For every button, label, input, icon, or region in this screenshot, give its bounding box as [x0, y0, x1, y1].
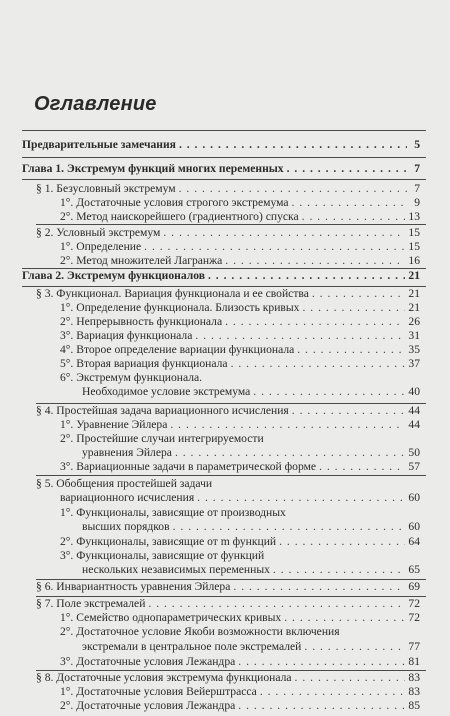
toc-entry-page: 83	[408, 685, 420, 698]
dot-leader	[173, 520, 406, 534]
toc-entry-section-4	[36, 404, 420, 418]
toc-entry-text: § 3. Функционал. Вариация функционала и ее свойства	[36, 287, 309, 300]
dot-leader	[295, 671, 406, 685]
dot-leader	[273, 563, 405, 577]
divider	[22, 179, 426, 180]
toc-entry-text: 1°. Достаточные условия Вейерштрасса	[60, 685, 257, 698]
dot-leader	[175, 446, 405, 460]
dot-leader	[287, 162, 407, 176]
dot-leader	[179, 138, 407, 152]
toc-entry-page: 7	[414, 162, 420, 175]
toc-entry-text: 2°. Простейшие случаи интегрируемости	[60, 432, 264, 445]
toc-entry-page: 50	[408, 446, 420, 459]
toc-entry-prelim	[22, 138, 420, 152]
toc-entry-section-6	[36, 580, 420, 594]
toc-entry-page: 83	[408, 671, 420, 684]
toc-entry-section-2	[36, 226, 420, 240]
toc-entry-subsection	[60, 196, 420, 210]
toc-entry-page: 77	[408, 640, 420, 653]
toc-entry-text: 2°. Метод наискорейшего (градиентного) спуска	[60, 210, 299, 223]
toc-entry-page: 35	[408, 343, 420, 356]
toc-entry-page: 5	[414, 138, 420, 151]
toc-entry-text: 1°. Семейство однопараметрических кривых	[60, 611, 282, 624]
toc-entry-text: 3°. Вариация функционала	[60, 329, 193, 342]
toc-entry-page: 7	[414, 182, 420, 195]
toc-entry-text: § 2. Условный экстремум	[36, 226, 161, 239]
page-title: Оглавление	[34, 93, 157, 115]
dot-leader	[144, 240, 405, 254]
toc-entry-page: 81	[408, 655, 420, 668]
dot-leader	[148, 597, 405, 611]
toc-entry-text: 6°. Экстремум функционала.	[60, 371, 203, 384]
toc-entry-section-5	[60, 491, 420, 505]
toc-entry-page: 72	[408, 611, 420, 624]
toc-entry-subsection	[60, 210, 420, 224]
toc-entry-text: уравнения Эйлера	[82, 446, 172, 459]
toc-entry-page: 26	[408, 315, 420, 328]
toc-entry-page: 9	[414, 196, 420, 209]
toc-entry-text: 3°. Достаточные условия Лежандра	[60, 655, 236, 668]
toc-entry-text: § 5. Обобщения простейшей задачи	[36, 477, 213, 490]
dot-leader	[297, 343, 405, 357]
toc-entry-page: 15	[408, 226, 420, 239]
toc-entry-subsection	[60, 460, 420, 474]
toc-entry-text: нескольких независимых переменных	[82, 563, 270, 576]
toc-entry-text: 2°. Достаточные условия Лежандра	[60, 699, 236, 712]
toc-entry-text: 2°. Функционалы, зависящие от m функций	[60, 535, 277, 548]
toc-entry-text: 2°. Непрерывность функционала	[60, 315, 223, 328]
toc-entry-text: Глава 1. Экстремум функций многих переменных	[22, 162, 284, 175]
toc-entry-subsection	[60, 685, 420, 699]
toc-entry-chapter-1	[22, 162, 420, 176]
toc-entry-subsection	[60, 418, 420, 432]
toc-entry-subsection	[82, 385, 420, 399]
toc-entry-section-3	[36, 287, 420, 301]
toc-entry-text: Предварительные замечания	[22, 138, 176, 151]
dot-leader	[284, 611, 405, 625]
toc-entry-subsection	[60, 254, 420, 268]
toc-entry-text: 1°. Уравнение Эйлера	[60, 418, 168, 431]
dot-leader	[170, 418, 405, 432]
toc-entry-page: 44	[408, 404, 420, 417]
toc-entry-section-1	[36, 182, 420, 196]
toc-entry-text: § 1. Безусловный экстремум	[36, 182, 176, 195]
toc-entry-page: 21	[408, 301, 420, 314]
toc-entry-subsection	[60, 315, 420, 329]
dot-leader	[238, 699, 405, 713]
toc-entry-text: экстремали в центральное поле экстремалей	[82, 640, 302, 653]
toc-entry-text: 4°. Второе определение вариации функционала	[60, 343, 295, 356]
toc-entry-subsection	[82, 563, 420, 577]
dot-leader	[292, 196, 407, 210]
toc-entry-text: высших порядков	[82, 520, 170, 533]
dot-leader	[238, 655, 405, 669]
toc-entry-page: 40	[408, 385, 420, 398]
toc-entry-text: § 4. Простейшая задача вариационного исчисления	[36, 404, 289, 417]
toc-entry-page: 60	[408, 520, 420, 533]
toc-entry-text: 3°. Вариационные задачи в параметрической форме	[60, 460, 317, 473]
toc-entry-subsection	[60, 611, 420, 625]
dot-leader	[260, 685, 406, 699]
dot-leader	[302, 301, 405, 315]
divider	[22, 157, 426, 158]
toc-entry-text: § 8. Достаточные условия экстремума функционала	[36, 671, 292, 684]
dot-leader	[225, 315, 405, 329]
dot-leader	[197, 491, 405, 505]
toc-entry-text: 1°. Определение функционала. Близость кривых	[60, 301, 300, 314]
toc-entry-subsection	[60, 329, 420, 343]
dot-leader	[292, 404, 406, 418]
toc-entry-page: 44	[408, 418, 420, 431]
toc-entry-text: 2°. Достаточное условие Якоби возможности включения	[60, 625, 340, 638]
toc-entry-section-7	[36, 597, 420, 611]
divider	[22, 130, 426, 131]
dot-leader	[163, 226, 405, 240]
toc-entry-text: § 7. Поле экстремалей	[36, 597, 146, 610]
divider	[36, 224, 426, 225]
dot-leader	[312, 287, 406, 301]
dot-leader	[179, 182, 407, 196]
toc-entry-text: § 6. Инвариантность уравнения Эйлера	[36, 580, 231, 593]
divider	[36, 475, 426, 476]
toc-entry-subsection	[60, 301, 420, 315]
toc-entry-page: 31	[408, 329, 420, 342]
dot-leader	[195, 329, 405, 343]
toc-entry-page: 57	[408, 460, 420, 473]
toc-entry-page: 60	[408, 491, 420, 504]
toc-entry-text: 1°. Функционалы, зависящие от производных	[60, 506, 286, 519]
dot-leader	[231, 357, 406, 371]
toc-entry-section-8	[36, 671, 420, 685]
toc-entry-text: 2°. Метод множителей Лагранжа	[60, 254, 223, 267]
toc-entry-subsection	[60, 357, 420, 371]
toc-entry-page: 37	[408, 357, 420, 370]
toc-entry-subsection	[60, 240, 420, 254]
toc-entry-subsection	[82, 520, 420, 534]
toc-entry-page: 85	[408, 699, 420, 712]
toc-entry-text: 1°. Определение	[60, 240, 142, 253]
dot-leader	[302, 210, 406, 224]
toc-entry-page: 64	[408, 535, 420, 548]
toc-entry-subsection	[60, 655, 420, 669]
toc-entry-page: 21	[408, 269, 420, 282]
dot-leader	[279, 535, 405, 549]
toc-entry-text: Необходимое условие экстремума	[82, 385, 251, 398]
toc-entry-subsection	[82, 446, 420, 460]
dot-leader	[225, 254, 405, 268]
toc-entry-page: 69	[408, 580, 420, 593]
toc-entry-page: 72	[408, 597, 420, 610]
dot-leader	[319, 460, 405, 474]
toc-entry-page: 16	[408, 254, 420, 267]
toc-entry-subsection	[60, 699, 420, 713]
toc-entry-text: 3°. Функционалы, зависящие от функций	[60, 549, 265, 562]
toc-entry-text: Глава 2. Экстремум функционалов	[22, 269, 205, 282]
dot-leader	[208, 269, 405, 283]
toc-entry-page: 15	[408, 240, 420, 253]
dot-leader	[233, 580, 405, 594]
toc-entry-chapter-2	[22, 269, 420, 283]
toc-entry-page: 13	[408, 210, 420, 223]
toc-entry-subsection	[82, 640, 420, 654]
toc-entry-subsection	[60, 343, 420, 357]
toc-entry-text: 5°. Вторая вариация функционала	[60, 357, 228, 370]
toc-entry-text: вариационного исчисления	[60, 491, 195, 504]
dot-leader	[253, 385, 405, 399]
toc-entry-page: 21	[408, 287, 420, 300]
toc-entry-subsection	[60, 535, 420, 549]
toc-entry-page: 65	[408, 563, 420, 576]
dot-leader	[304, 640, 405, 654]
toc-entry-text: 1°. Достаточные условия строгого экстремума	[60, 196, 289, 209]
